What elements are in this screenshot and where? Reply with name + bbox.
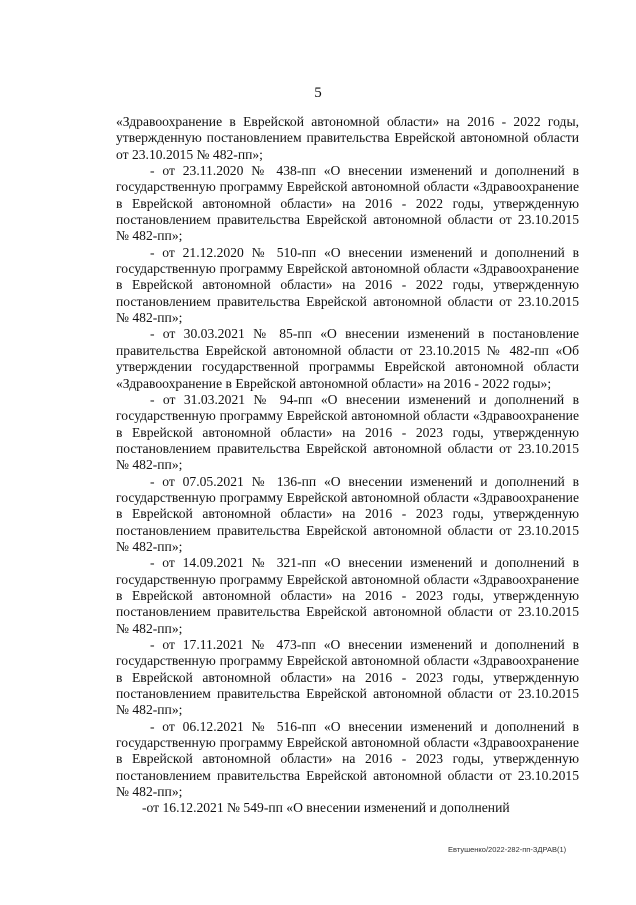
page-number: 5 bbox=[314, 85, 322, 101]
paragraph-item: - от 07.05.2021 № 136-пп «О внесении изменений и дополнений в государственную программу Еврейской автономной области «Здравоохранение в Еврейской автономной области» на 2016 - 2023 годы, утвержденную постановлением правительства Еврейской автономной области от 23.10.2015 № 482-пп»; bbox=[116, 473, 579, 554]
paragraph-continuation: «Здравоохранение в Еврейской автономной области» на 2016 - 2022 годы, утвержденную постановлением правительства Еврейской автономной области от 23.10.2015 № 482-пп»; bbox=[116, 114, 579, 162]
paragraph-item: - от 14.09.2021 № 321-пп «О внесении изменений и дополнений в государственную программу Еврейской автономной области «Здравоохранение в Еврейской автономной области» на 2016 - 2023 годы, утвержденную постановлением правительства Еврейской автономной области от 23.10.2015 № 482-пп»; bbox=[116, 555, 579, 636]
document-footer-code: Евтушенко/2022-282-пп-ЗДРАВ(1) bbox=[448, 845, 567, 854]
paragraph-item: - от 17.11.2021 № 473-пп «О внесении изменений и дополнений в государственную программу Еврейской автономной области «Здравоохранение в Еврейской автономной области» на 2016 - 2023 годы, утвержденную постановлением правительства Еврейской автономной области от 23.10.2015 № 482-пп»; bbox=[116, 637, 579, 718]
document-body bbox=[116, 114, 579, 817]
paragraph-item: - от 23.11.2020 № 438-пп «О внесении изменений и дополнений в государственную программу Еврейской автономной области «Здравоохранение в Еврейской автономной области» на 2016 - 2022 годы, утвержденную постановлением правительства Еврейской автономной области от 23.10.2015 № 482-пп»; bbox=[116, 163, 579, 244]
paragraph-item: - от 06.12.2021 № 516-пп «О внесении изменений и дополнений в государственную программу Еврейской автономной области «Здравоохранение в Еврейской автономной области» на 2016 - 2023 годы, утвержденную постановлением правительства Еврейской автономной области от 23.10.2015 № 482-пп»; bbox=[116, 718, 579, 800]
paragraph-item: - от 30.03.2021 № 85-пп «О внесении изменений в постановление правительства Еврейской автономной области от 23.10.2015 № 482-пп «Об утверждении государственной программы Еврейской автономной области «Здравоохранение в Еврейской автономной области» на 2016 - 2022 годы»; bbox=[116, 326, 579, 391]
paragraph-item: - от 31.03.2021 № 94-пп «О внесении изменений и дополнений в государственную программу Еврейской автономной области «Здравоохранение в Еврейской автономной области» на 2016 - 2023 годы, утвержденную постановлением правительства Еврейской автономной области от 23.10.2015 № 482-пп»; bbox=[116, 391, 579, 473]
paragraph-item: - от 21.12.2020 № 510-пп «О внесении изменений и дополнений в государственную программу Еврейской автономной области «Здравоохранение в Еврейской автономной области» на 2016 - 2022 годы, утвержденную постановлением правительства Еврейской автономной области от 23.10.2015 № 482-пп»; bbox=[116, 244, 579, 326]
paragraph-item: -от 16.12.2021 № 549-пп «О внесении изменений и дополнений bbox=[142, 800, 510, 816]
